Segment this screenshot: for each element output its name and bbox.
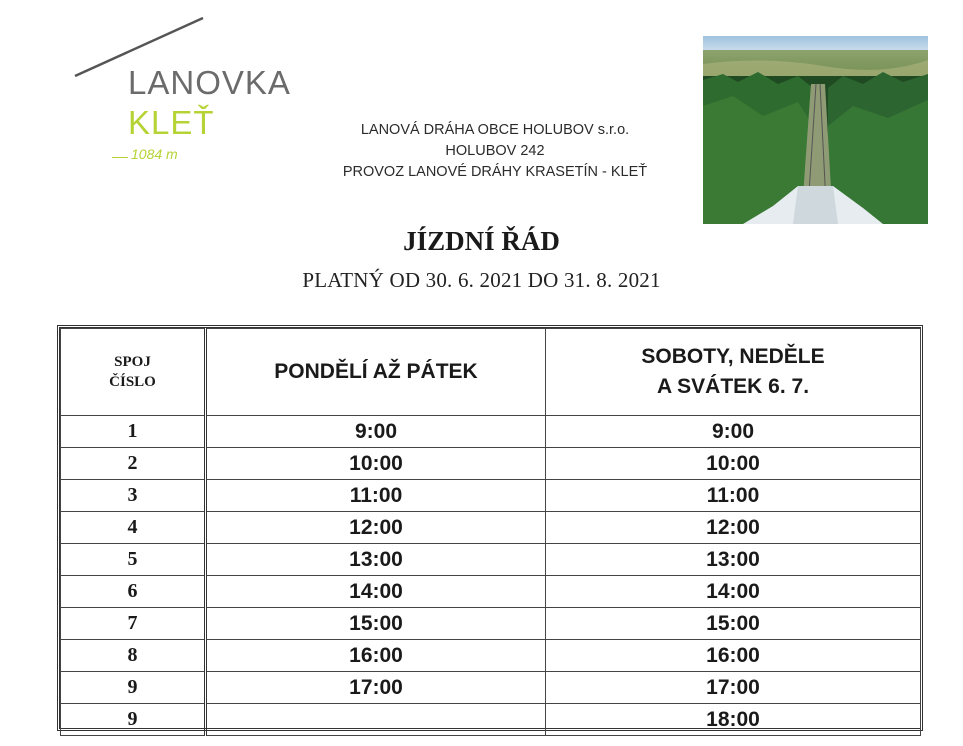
table-row xyxy=(61,544,921,576)
table-row xyxy=(61,448,921,480)
weekend-time: 16:00 xyxy=(546,640,921,672)
company-name: LANOVÁ DRÁHA OBCE HOLUBOV s.r.o. xyxy=(360,122,630,138)
weekday-time: 10:00 xyxy=(206,448,546,480)
weekend-time: 11:00 xyxy=(546,480,921,512)
weekend-time: 12:00 xyxy=(546,512,921,544)
row-number: 7 xyxy=(61,608,206,640)
row-number: 9 xyxy=(61,704,206,736)
forest-cableway-photo xyxy=(703,36,928,224)
logo-name: LANOVKA xyxy=(128,64,291,101)
weekday-time: 11:00 xyxy=(206,480,546,512)
page-title: JÍZDNÍ ŘÁD xyxy=(403,226,560,256)
company-address xyxy=(300,120,690,183)
weekend-time: 9:00 xyxy=(546,416,921,448)
header-weekends: SOBOTY, NEDĚLE A SVÁTEK 6. 7. xyxy=(546,329,921,416)
table-row xyxy=(61,640,921,672)
weekday-time xyxy=(206,704,546,736)
weekend-time: 13:00 xyxy=(546,544,921,576)
logo-place: KLEŤ xyxy=(128,104,215,141)
weekday-time: 9:00 xyxy=(206,416,546,448)
weekday-time: 15:00 xyxy=(206,608,546,640)
table-row xyxy=(61,672,921,704)
weekend-time: 10:00 xyxy=(546,448,921,480)
table-row xyxy=(61,576,921,608)
timetable xyxy=(57,325,923,731)
row-number: 2 xyxy=(61,448,206,480)
weekday-time: 13:00 xyxy=(206,544,546,576)
weekday-time: 16:00 xyxy=(206,640,546,672)
table-row xyxy=(61,608,921,640)
row-number: 8 xyxy=(61,640,206,672)
company-operation: PROVOZ LANOVÉ DRÁHY KRASETÍN - KLEŤ xyxy=(342,164,648,180)
weekend-time: 14:00 xyxy=(546,576,921,608)
header-connection-number: SPOJ ČÍSLO xyxy=(61,329,206,416)
row-number: 9 xyxy=(61,672,206,704)
table-row xyxy=(61,416,921,448)
row-number: 4 xyxy=(61,512,206,544)
timetable-header-row xyxy=(61,329,921,416)
weekend-time: 17:00 xyxy=(546,672,921,704)
weekend-time: 15:00 xyxy=(546,608,921,640)
company-street: HOLUBOV 242 xyxy=(445,143,545,159)
forest-photo-icon xyxy=(703,36,928,224)
row-number: 3 xyxy=(61,480,206,512)
table-row xyxy=(61,480,921,512)
table-row xyxy=(61,704,921,736)
weekend-time: 18:00 xyxy=(546,704,921,736)
validity-subtitle: PLATNÝ OD 30. 6. 2021 DO 31. 8. 2021 xyxy=(302,268,661,292)
row-number: 6 xyxy=(61,576,206,608)
table-row xyxy=(61,512,921,544)
lanovka-klet-logo xyxy=(70,14,300,174)
weekday-time: 14:00 xyxy=(206,576,546,608)
row-number: 1 xyxy=(61,416,206,448)
row-number: 5 xyxy=(61,544,206,576)
weekday-time: 17:00 xyxy=(206,672,546,704)
header-weekdays: PONDĚLÍ AŽ PÁTEK xyxy=(206,329,546,416)
logo-altitude: 1084 m xyxy=(112,146,178,162)
timetable-table xyxy=(60,328,921,736)
weekday-time: 12:00 xyxy=(206,512,546,544)
